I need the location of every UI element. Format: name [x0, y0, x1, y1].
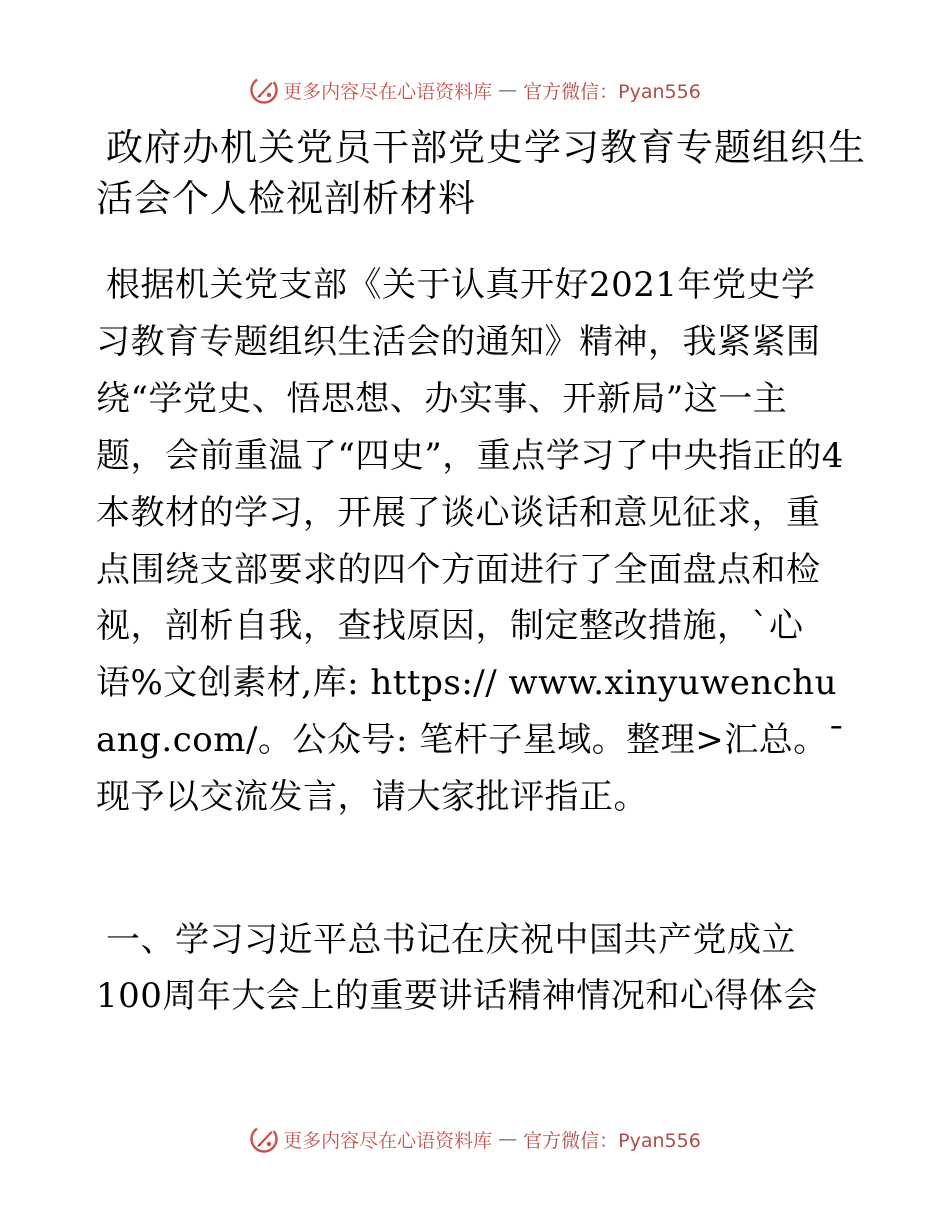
- quill-pen-logo-icon: [249, 1124, 279, 1154]
- header-watermark-banner: [0, 70, 950, 110]
- banner-text: 更多内容尽在心语资料库: [283, 1129, 493, 1152]
- banner-contact: 官方微信：Pyan556: [523, 80, 701, 103]
- banner-text: 更多内容尽在心语资料库: [283, 80, 493, 103]
- document-title: 政府办机关党员干部党史学习教育专题组织生活会个人检视剖析材料: [96, 126, 866, 220]
- banner-contact: 官方微信：Pyan556: [523, 1129, 701, 1152]
- intro-paragraph: 根据机关党支部《关于认真开好2021年党史学习教育专题组织生活会的通知》精神，我紧紧围绕“学党史、悟思想、办实事、开新局”这一主题，会前重温了“四史”，重点学习了中央指正的4本教材的学习，开展了谈心谈话和意见征求，重点围绕支部要求的四个方面进行了全面盘点和检视，剖析自我，查找原因，制定整改措施，`心语%文创素材,库: https:// www.xinyuwenchuang.com/。公众号: 笔杆子星域。整理>汇总。¯现予以交流发言，请大家批评指正。: [96, 265, 846, 818]
- section-1-heading: 一、学习习近平总书记在庆祝中国共产党成立100周年大会上的重要讲话精神情况和心得体会: [96, 920, 818, 1016]
- footer-watermark-banner: [0, 1119, 950, 1159]
- quill-pen-logo-icon: [249, 75, 279, 105]
- banner-separator: —: [498, 79, 518, 101]
- banner-separator: —: [498, 1128, 518, 1150]
